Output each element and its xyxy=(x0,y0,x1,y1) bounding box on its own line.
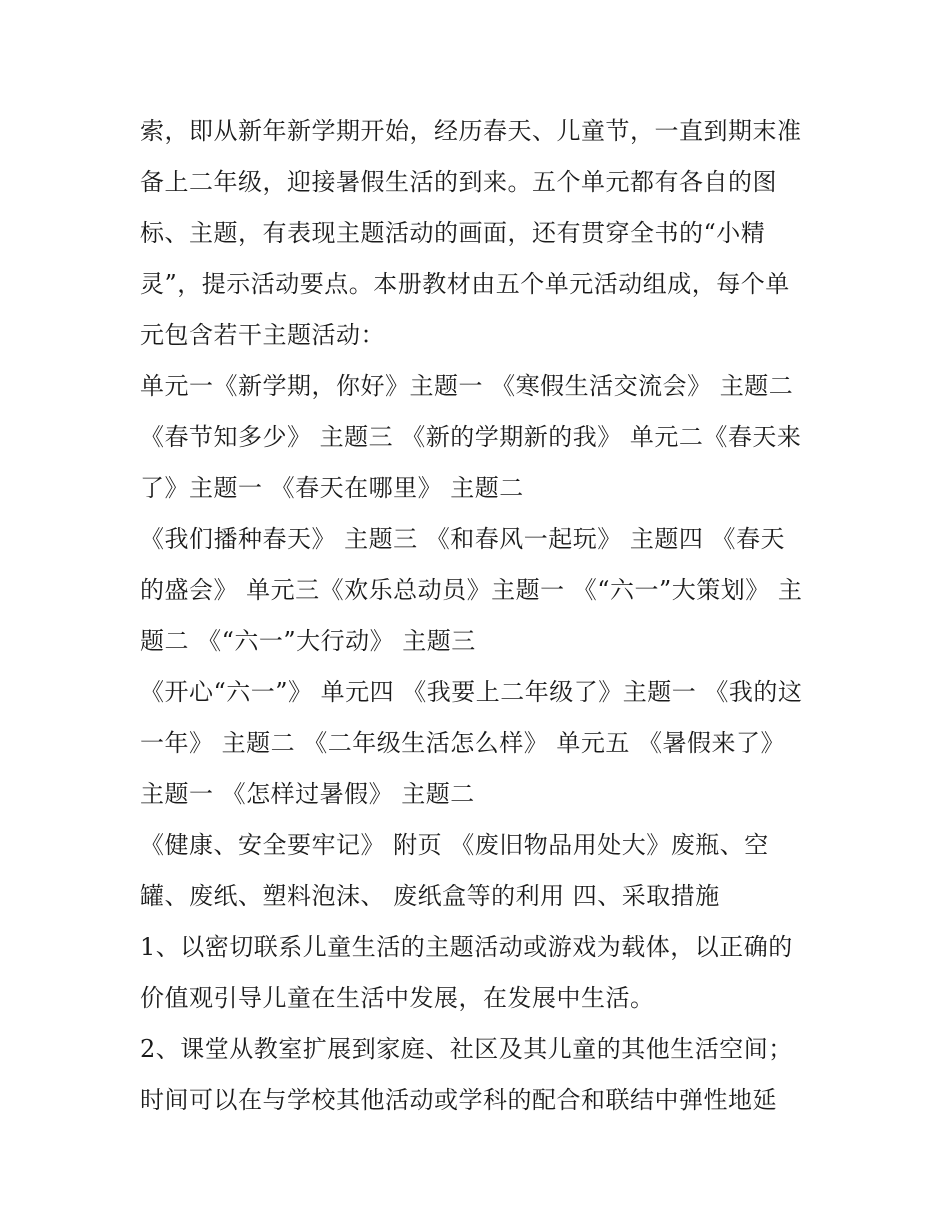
text-line: 题二 《“六一”大行动》 主题三 xyxy=(140,627,476,655)
text-line: 1、以密切联系儿童生活的主题活动或游戏为载体，以正确的 xyxy=(140,933,793,961)
document-body xyxy=(140,106,830,1126)
text-line: 2、课堂从教室扩展到家庭、社区及其儿童的其他生活空间； xyxy=(140,1035,793,1063)
text-line: 主题一 《怎样过暑假》 主题二 xyxy=(140,780,475,808)
text-line: 价值观引导儿童在生活中发展，在发展中生活。 xyxy=(140,984,655,1012)
text-line: 索，即从新年新学期开始，经历春天、儿童节，一直到期末准 xyxy=(140,117,802,145)
text-line: 元包含若干主题活动： xyxy=(140,321,385,349)
text-line: 《健康、安全要牢记》 附页 《废旧物品用处大》废瓶、空 xyxy=(140,831,769,859)
text-line: 的盛会》 单元三《欢乐总动员》主题一 《“六一”大策划》 主 xyxy=(140,576,803,604)
text-line: 标、主题，有表现主题活动的画面，还有贯穿全书的“小精 xyxy=(140,219,766,247)
text-line: 了》主题一 《春天在哪里》 主题二 xyxy=(140,474,524,502)
text-line: 罐、废纸、塑料泡沫、 废纸盒等的利用 四、采取措施 xyxy=(140,882,720,910)
text-line: 备上二年级，迎接暑假生活的到来。五个单元都有各自的图 xyxy=(140,168,777,196)
text-line: 《开心“六一”》 单元四 《我要上二年级了》主题一 《我的这 xyxy=(140,678,803,706)
text-line: 《我们播种春天》 主题三 《和春风一起玩》 主题四 《春天 xyxy=(140,525,786,553)
text-line: 时间可以在与学校其他活动或学科的配合和联结中弹性地延 xyxy=(140,1086,777,1114)
text-line: 一年》 主题二 《二年级生活怎么样》 单元五 《暑假来了》 xyxy=(140,729,786,757)
text-line: 灵”，提示活动要点。本册教材由五个单元活动组成，每个单 xyxy=(140,270,790,298)
text-line: 单元一《新学期，你好》主题一 《寒假生活交流会》 主题二 xyxy=(140,372,794,400)
text-line: 《春节知多少》 主题三 《新的学期新的我》 单元二《春天来 xyxy=(140,423,802,451)
